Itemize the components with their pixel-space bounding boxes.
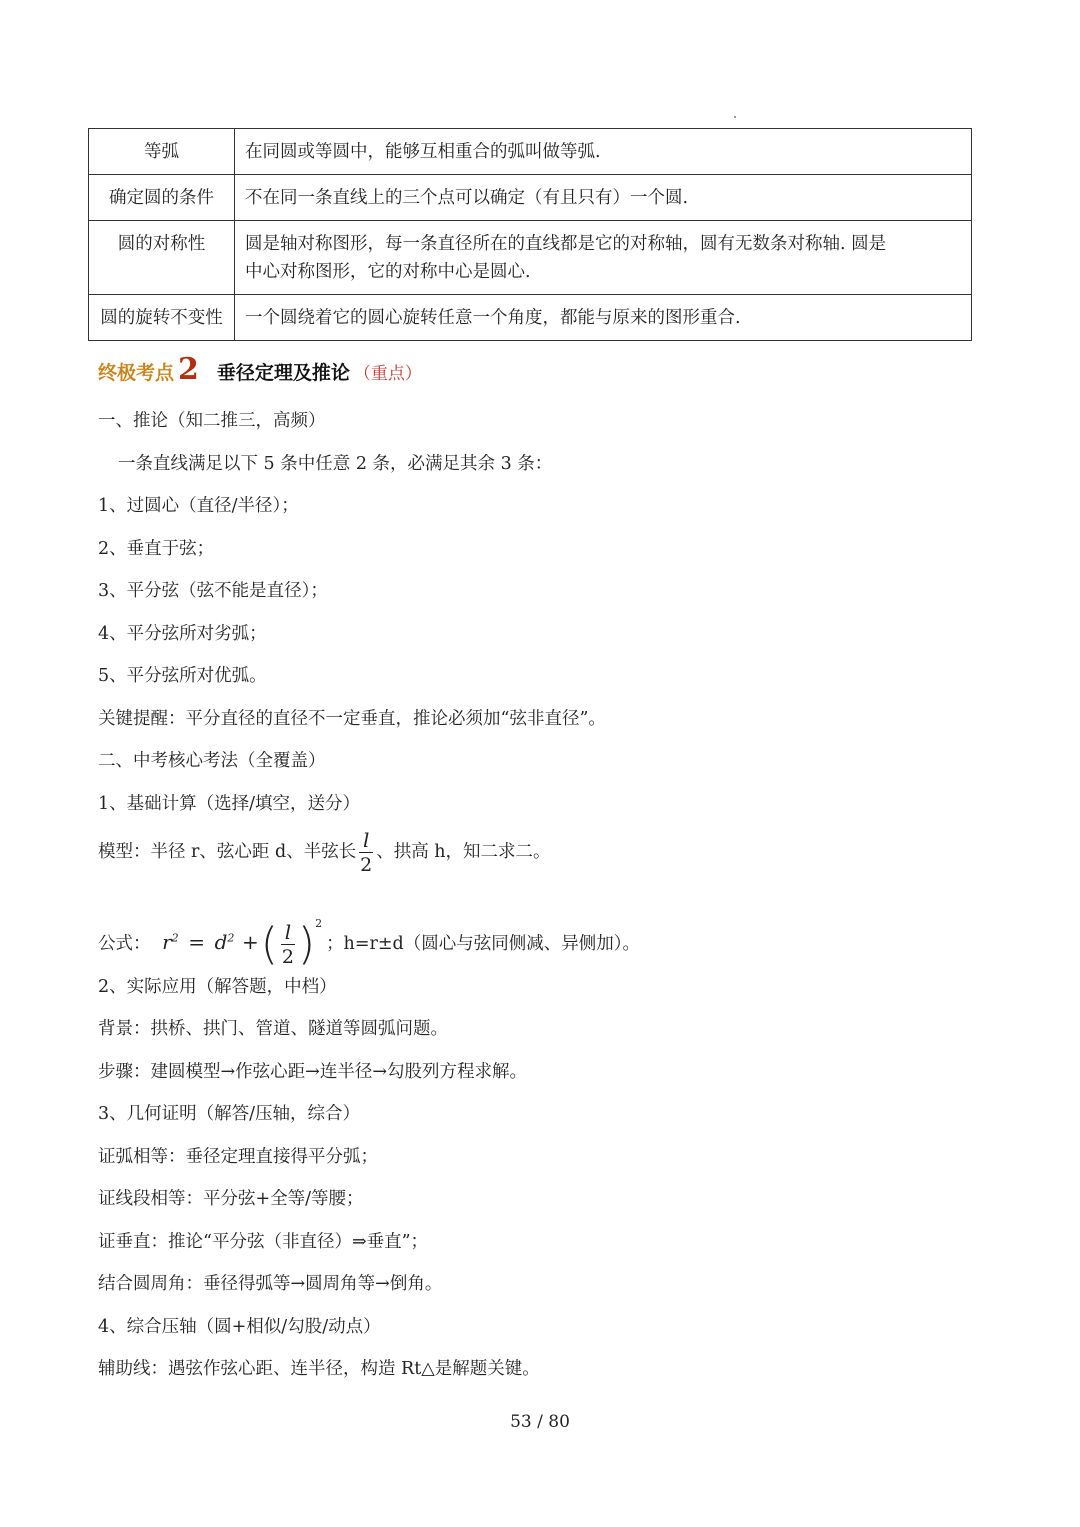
fraction-l-over-2	[359, 829, 373, 876]
frac-numerator: l	[284, 920, 292, 944]
text-line: 步骤：建圆模型→作弦心距→连半径→勾股列方程求解。	[98, 1062, 527, 1082]
text-line: 关键提醒：平分直径的直径不一定垂直，推论必须加“弦非直径”。	[98, 709, 606, 729]
text-line: 4、平分弦所对劣弧；	[98, 624, 267, 644]
formula-eq: =	[188, 930, 205, 954]
text-line: 背景：拱桥、拱门、管道、隧道等圆弧问题。	[98, 1019, 448, 1039]
term-cell: 圆的对称性	[89, 221, 235, 295]
heading-title: 垂径定理及推论	[216, 362, 350, 384]
formula-line	[98, 894, 640, 975]
exp: 2	[315, 917, 323, 930]
text-line: 一、推论（知二推三，高频）	[98, 411, 326, 431]
text-line: 一条直线满足以下 5 条中任意 2 条，必满足其余 3 条：	[118, 454, 553, 474]
text-line: 证线段相等：平分弦+全等/等腰；	[98, 1189, 364, 1209]
var-d: d	[214, 930, 228, 954]
frac-bar	[281, 944, 295, 945]
model-text: 模型：半径 r、弦心距 d、半弦长	[98, 842, 357, 862]
right-paren: )	[297, 918, 316, 970]
frac-denominator: 2	[360, 854, 373, 876]
left-paren: (	[260, 918, 278, 970]
desc-cell: 一个圆绕着它的圆心旋转任意一个角度，都能与原来的图形重合.	[235, 295, 972, 341]
text-line: 结合圆周角：垂径得弧等→圆周角等→倒角。	[98, 1274, 443, 1294]
desc-cell	[235, 221, 972, 295]
heading-tag: （重点）	[353, 364, 422, 384]
page-number: 53 / 80	[510, 1412, 570, 1432]
text-line: 1、基础计算（选择/填空，送分）	[98, 794, 361, 814]
desc-cell: 不在同一条直线上的三个点可以确定（有且只有）一个圆.	[235, 175, 972, 221]
term-cell: 等弧	[89, 129, 235, 175]
text-line: 证垂直：推论“平分弦（非直径）⇒垂直”；	[98, 1232, 429, 1252]
text-line: 辅助线：遇弦作弦心距、连半径，构造 Rt△是解题关键。	[98, 1359, 540, 1379]
desc-line: 圆是轴对称图形，每一条直径所在的直线都是它的对称轴，圆有无数条对称轴. 圆是	[245, 234, 887, 254]
exp: 2	[227, 931, 235, 945]
formula-r	[162, 930, 179, 954]
text-line: 1、过圆心（直径/半径）；	[98, 496, 299, 516]
desc-cell: 在同圆或等圆中，能够互相重合的弧叫做等弧.	[235, 129, 972, 175]
table-row	[89, 175, 972, 221]
section-heading	[98, 352, 422, 392]
frac-numerator: l	[363, 828, 370, 852]
table-row	[89, 129, 972, 175]
formula-label: 公式：	[98, 934, 151, 954]
table-row	[89, 295, 972, 341]
heading-label: 终极考点	[98, 362, 175, 384]
formula-text-end: ；h=r±d（圆心与弦同侧减、异侧加）。	[326, 934, 640, 954]
term-cell: 确定圆的条件	[89, 175, 235, 221]
scan-speck	[734, 116, 736, 118]
text-line: 4、综合压轴（圆+相似/勾股/动点）	[98, 1317, 381, 1337]
model-line	[98, 826, 551, 878]
term-cell: 圆的旋转不变性	[89, 295, 235, 341]
text-line: 5、平分弦所对优弧。	[98, 666, 267, 686]
desc-line: 中心对称图形，它的对称中心是圆心.	[245, 262, 531, 282]
var-r: r	[162, 930, 172, 954]
text-line: 2、实际应用（解答题，中档）	[98, 977, 337, 997]
heading-number: 2	[178, 352, 199, 387]
formula-plus: +	[241, 930, 259, 954]
frac-bar	[359, 852, 373, 853]
text-line: 3、平分弦（弦不能是直径）；	[98, 581, 328, 601]
model-text-end: 、拱高 h，知二求二。	[376, 842, 551, 862]
text-line: 2、垂直于弦；	[98, 539, 215, 559]
exp: 2	[171, 931, 179, 945]
table-row	[89, 221, 972, 295]
formula-d	[215, 930, 235, 954]
frac-denominator: 2	[281, 946, 294, 968]
text-line: 证弧相等：垂径定理直接得平分弧；	[98, 1147, 378, 1167]
text-line: 3、几何证明（解答/压轴，综合）	[98, 1104, 361, 1124]
definitions-table	[88, 128, 972, 341]
text-line: 二、中考核心考法（全覆盖）	[98, 751, 326, 771]
fraction-l-over-2	[281, 921, 295, 968]
